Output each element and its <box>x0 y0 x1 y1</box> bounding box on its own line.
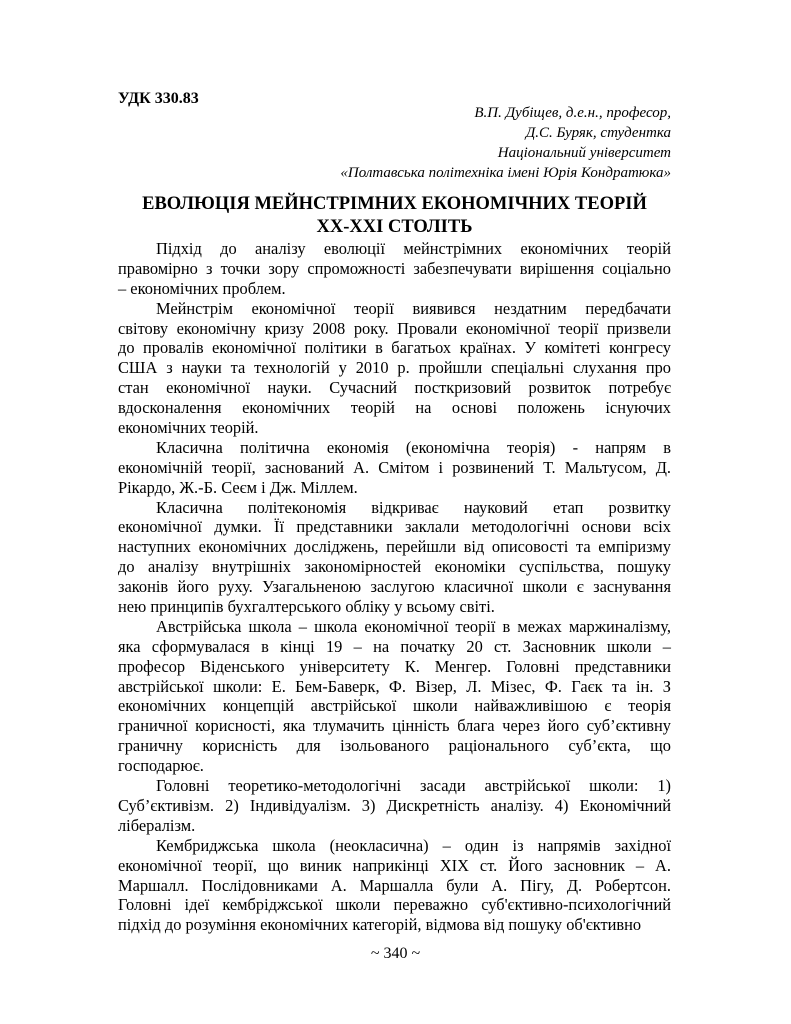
paragraph-line: економічній теорії, заснований А. Смітом і розвинений Т. Мальтусом, Д. <box>118 457 671 477</box>
paragraph-line: Маршалл. Послідовниками А. Маршалла були А. Пігу, Д. Робертсон. <box>118 875 671 895</box>
paragraph-line: США з науки та технологій у 2010 р. пройшли спеціальні слухання про <box>118 358 671 378</box>
title-line-2: XX-XXI СТОЛІТЬ <box>316 217 473 237</box>
article-title <box>118 193 671 239</box>
paragraph-line: законів його руху. Узагальненою заслугою класичної школи є заснування <box>118 577 671 597</box>
paragraph-line: Головні ідеї кембріджської школи переважно суб'єктивно-психологічний <box>118 895 671 915</box>
paragraph-line: підхід до розуміння економічних категорій, відмова від пошуку об'єктивно <box>118 915 642 935</box>
paragraph-line: граничну корисність для ізольованого раціонального суб’єкта, що <box>118 736 671 756</box>
paragraph <box>118 776 671 836</box>
paragraph-line: правомірно з точки зору спроможності забезпечувати вирішення соціально <box>118 258 671 278</box>
paragraph <box>118 438 671 498</box>
paragraph-line: граничної корисності, яка тлумачить цінність блага через його суб’єктивну <box>118 716 671 736</box>
paragraph-line: світову економічну кризу 2008 року. Провали економічної теорії призвели <box>118 318 671 338</box>
paragraph-line: Мейнстрім економічної теорії виявився нездатним передбачати <box>156 298 671 318</box>
paragraph-line: до провалів економічної політики в багатьох країнах. У комітеті конгресу <box>118 338 671 358</box>
title-line-1: ЕВОЛЮЦІЯ МЕЙНСТРІМНИХ ЕКОНОМІЧНИХ ТЕОРІЙ <box>142 194 647 214</box>
paragraph <box>118 239 671 299</box>
author-line-1: В.П. Дубіщев, д.е.н., професор, <box>474 105 671 121</box>
paragraph <box>118 836 671 935</box>
paragraph-line: наступних економічних досліджень, перейшли від описовості та емпіризму <box>118 537 671 557</box>
paragraph-line: нею принципів бухгалтерського обліку у всьому світі. <box>118 597 495 617</box>
paragraph <box>118 498 671 617</box>
paragraph-line: – економічних проблем. <box>118 278 286 298</box>
paragraph-line: Суб’єктивізм. 2) Індивідуалізм. 3) Дискретність аналізу. 4) Економічний <box>118 795 671 815</box>
paragraph-line: до аналізу внутрішніх закономірностей економіки суспільства, пошуку <box>118 557 671 577</box>
paragraph-line: професор Віденського університету К. Менгер. Головні представники <box>118 656 671 676</box>
paragraph-line: економічної думки. Її представники заклали методологічні основи всіх <box>118 517 671 537</box>
affiliation-line-1: Національний університет <box>497 145 671 161</box>
page-number: ~ 340 ~ <box>370 945 421 962</box>
paragraph-line: Рікардо, Ж.-Б. Сеєм і Дж. Міллем. <box>118 477 358 497</box>
affiliation-line-2: «Полтавська політехніка імені Юрія Кондратюка» <box>340 165 671 181</box>
udk-code: УДК 330.83 <box>118 90 199 107</box>
paragraph-line: яка сформувалася в кінці 19 – на початку 20 ст. Засновник школи – <box>118 636 671 656</box>
paragraph-line: стан економічної науки. Сучасний посткризовий розвиток потребує <box>118 378 671 398</box>
paragraph-line: економічних теорій. <box>118 418 259 438</box>
paragraph-line: Класична політична економія (економічна теорія) - напрям в <box>156 437 671 457</box>
author-line-2: Д.С. Буряк, студентка <box>525 125 671 141</box>
paragraph-line: Класична політекономія відкриває науковий етап розвитку <box>156 497 671 517</box>
paragraph-line: Головні теоретико-методологічні засади австрійської школи: 1) <box>156 776 671 796</box>
paragraph-line: Кембриджська школа (неокласична) – один із напрямів західної <box>156 835 671 855</box>
paragraph-line: економічних концепцій австрійської школи найважливішою є теорія <box>118 696 671 716</box>
paragraph <box>118 617 671 776</box>
paragraph-line: австрійської школи: Е. Бем-Баверк, Ф. Візер, Л. Мізес, Ф. Гаєк та ін. З <box>118 676 671 696</box>
paragraph-line: Австрійська школа – школа економічної теорії в межах маржиналізму, <box>156 616 671 636</box>
article-body <box>118 239 671 935</box>
paragraph-line: лібералізм. <box>118 815 196 835</box>
paragraph-line: господарює. <box>118 756 204 776</box>
paragraph <box>118 299 671 438</box>
paragraph-line: вдосконалення економічних теорій на основі положень існуючих <box>118 398 671 418</box>
author-block <box>340 103 671 183</box>
paragraph-line: економічної теорії, що виник наприкінці XIX ст. Його засновник – А. <box>118 855 671 875</box>
paragraph-line: Підхід до аналізу еволюції мейнстрімних економічних теорій <box>156 239 671 258</box>
